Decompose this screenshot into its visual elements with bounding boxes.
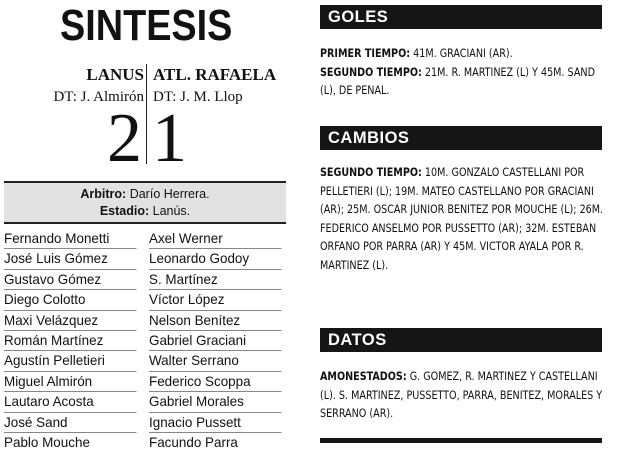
home-player: Diego Colotto	[4, 290, 136, 310]
datos-body: G. GOMEZ, R. MARTINEZ Y CASTELLANI (L). S. MARTINEZ, PUSSETTO, PARRA, BENITEZ, MORALES Y SERRANO (AR).	[320, 369, 603, 420]
goles-first-label: PRIMER TIEMPO:	[320, 46, 411, 60]
datos-text	[320, 367, 603, 423]
home-player: Román Martínez	[4, 331, 136, 351]
home-team-name: LANUS	[86, 65, 144, 84]
goles-second-text: 21M. R. MARTINEZ (L) Y 45M. SAND (L), DE PENAL.	[320, 64, 595, 97]
datos-label: AMONESTADOS:	[320, 369, 407, 383]
goles-heading: GOLES	[320, 5, 602, 29]
stadium-line	[4, 203, 286, 220]
away-lineup	[149, 229, 287, 452]
away-coach: DT: J. M. Llop	[153, 89, 243, 105]
away-player: S. Martínez	[149, 270, 281, 290]
home-player: Gustavo Gómez	[4, 270, 136, 290]
away-player: Walter Serrano	[149, 351, 281, 371]
stadium-value: Lanús.	[152, 204, 191, 218]
cambios-heading: CAMBIOS	[320, 126, 602, 150]
home-player: Miguel Almirón	[4, 372, 136, 392]
home-player: Agustín Pelletieri	[4, 351, 136, 371]
home-player: José Luis Gómez	[4, 249, 136, 269]
home-score: 2	[107, 100, 142, 177]
home-player: Lautaro Acosta	[4, 392, 136, 412]
page-title: SINTESIS	[60, 1, 233, 50]
score-divider	[146, 64, 147, 164]
away-score: 1	[152, 100, 187, 177]
cambios-text	[320, 163, 603, 274]
home-player: José Sand	[4, 413, 136, 433]
home-coach: DT: J. Almirón	[53, 89, 144, 105]
match-info-box	[4, 181, 286, 224]
referee-value: Darío Herrera.	[129, 187, 210, 201]
away-player: Gabriel Graciani	[149, 331, 281, 351]
away-player: Gabriel Morales	[149, 392, 281, 412]
home-player: Fernando Monetti	[4, 229, 136, 249]
away-player: Ignacio Pussett	[149, 413, 281, 433]
goles-text	[320, 44, 603, 100]
home-player: Pablo Mouche	[4, 433, 90, 450]
home-lineup	[4, 229, 142, 452]
away-player: Víctor López	[149, 290, 281, 310]
stadium-label: Estadio:	[99, 204, 150, 218]
bottom-rule	[320, 438, 602, 443]
goles-second-label: SEGUNDO TIEMPO:	[320, 64, 422, 79]
away-team-name: ATL. RAFAELA	[153, 65, 277, 84]
datos-heading: DATOS	[320, 328, 602, 352]
away-player: Nelson Benítez	[149, 311, 281, 331]
home-player: Maxi Velázquez	[4, 311, 136, 331]
away-player: Axel Werner	[149, 229, 281, 249]
referee-line	[4, 186, 286, 203]
away-player: Facundo Parra	[149, 433, 238, 450]
goles-first-text: 41M. GRACIANI (AR).	[410, 46, 513, 60]
cambios-body: 10M. GONZALO CASTELLANI POR PELLETIERI (L); 19M. MATEO CASTELLANO POR GRACIANI (AR); 25M. OSCAR JUNIOR BENITEZ POR MOUCHE (L); 26M. FEDERICO ANSELMO POR PUSSETTO (AR); 32M. ESTEBAN ORFANO POR PARRA (AR) Y 45M. VICTOR AYALA POR R. MARTINEZ (L).	[320, 165, 604, 272]
referee-label: Arbitro:	[80, 187, 127, 201]
away-player: Leonardo Godoy	[149, 249, 281, 269]
cambios-label: SEGUNDO TIEMPO:	[320, 165, 422, 179]
away-player: Federico Scoppa	[149, 372, 281, 392]
